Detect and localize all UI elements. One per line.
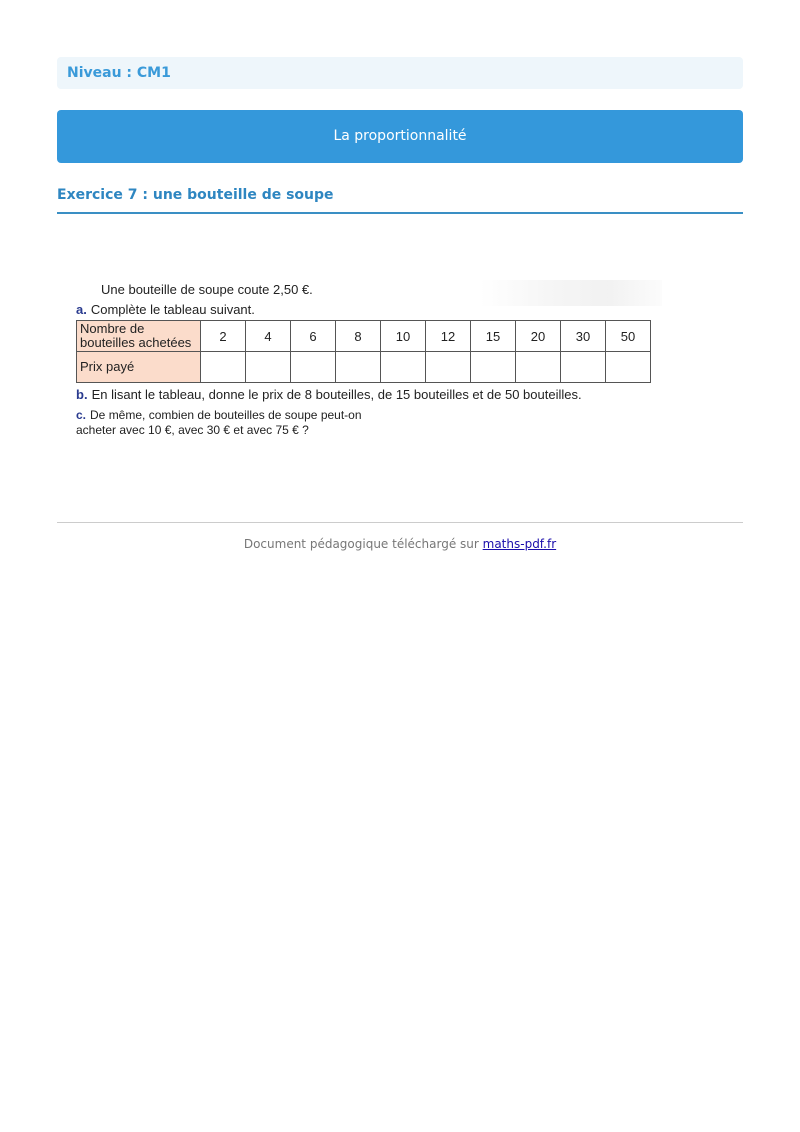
table-cell-qty: 8 <box>336 321 381 352</box>
footer-divider <box>57 522 743 523</box>
table-row-bottles <box>77 321 651 352</box>
question-c <box>76 408 362 438</box>
table-cell-price-empty <box>606 352 651 383</box>
question-c-letter: c. <box>76 408 87 422</box>
exercise-scan <box>76 278 676 448</box>
level-label: Niveau : CM1 <box>57 57 743 89</box>
exercise-intro: Une bouteille de soupe coute 2,50 €. <box>101 282 313 297</box>
proportion-table <box>76 320 651 383</box>
exercise-title: Exercice 7 : une bouteille de soupe <box>57 186 743 214</box>
table-cell-qty: 12 <box>426 321 471 352</box>
lesson-banner: La proportionnalité <box>57 110 743 163</box>
footer <box>57 537 743 551</box>
table-header-price: Prix payé <box>77 352 201 383</box>
table-cell-qty: 4 <box>246 321 291 352</box>
table-cell-qty: 6 <box>291 321 336 352</box>
question-b-letter: b. <box>76 387 88 402</box>
table-header-bottles-line2: bouteilles achetées <box>80 335 192 350</box>
scan-smudge <box>480 280 662 306</box>
table-cell-price-empty <box>291 352 336 383</box>
table-cell-qty: 10 <box>381 321 426 352</box>
table-cell-price-empty <box>561 352 606 383</box>
table-row-price <box>77 352 651 383</box>
footer-link[interactable]: maths-pdf.fr <box>482 537 557 551</box>
table-cell-price-empty <box>381 352 426 383</box>
question-c-line1: De même, combien de bouteilles de soupe peut-on <box>90 408 362 422</box>
table-cell-qty: 20 <box>516 321 561 352</box>
question-a-letter: a. <box>76 302 87 317</box>
table-cell-price-empty <box>471 352 516 383</box>
table-header-bottles <box>77 321 201 352</box>
question-b <box>76 387 582 402</box>
table-cell-price-empty <box>336 352 381 383</box>
question-b-text: En lisant le tableau, donne le prix de 8 bouteilles, de 15 bouteilles et de 50 bouteilles. <box>91 387 582 402</box>
table-cell-price-empty <box>246 352 291 383</box>
footer-text: Document pédagogique téléchargé sur <box>243 537 483 551</box>
question-c-line2: acheter avec 10 €, avec 30 € et avec 75 € ? <box>76 423 309 437</box>
question-a-text: Complète le tableau suivant. <box>90 302 255 317</box>
table-cell-qty: 2 <box>201 321 246 352</box>
table-cell-qty: 30 <box>561 321 606 352</box>
table-header-bottles-line1: Nombre de <box>80 321 145 336</box>
table-cell-qty: 15 <box>471 321 516 352</box>
table-cell-price-empty <box>426 352 471 383</box>
table-cell-price-empty <box>516 352 561 383</box>
table-cell-price-empty <box>201 352 246 383</box>
question-a <box>76 302 255 317</box>
table-cell-qty: 50 <box>606 321 651 352</box>
